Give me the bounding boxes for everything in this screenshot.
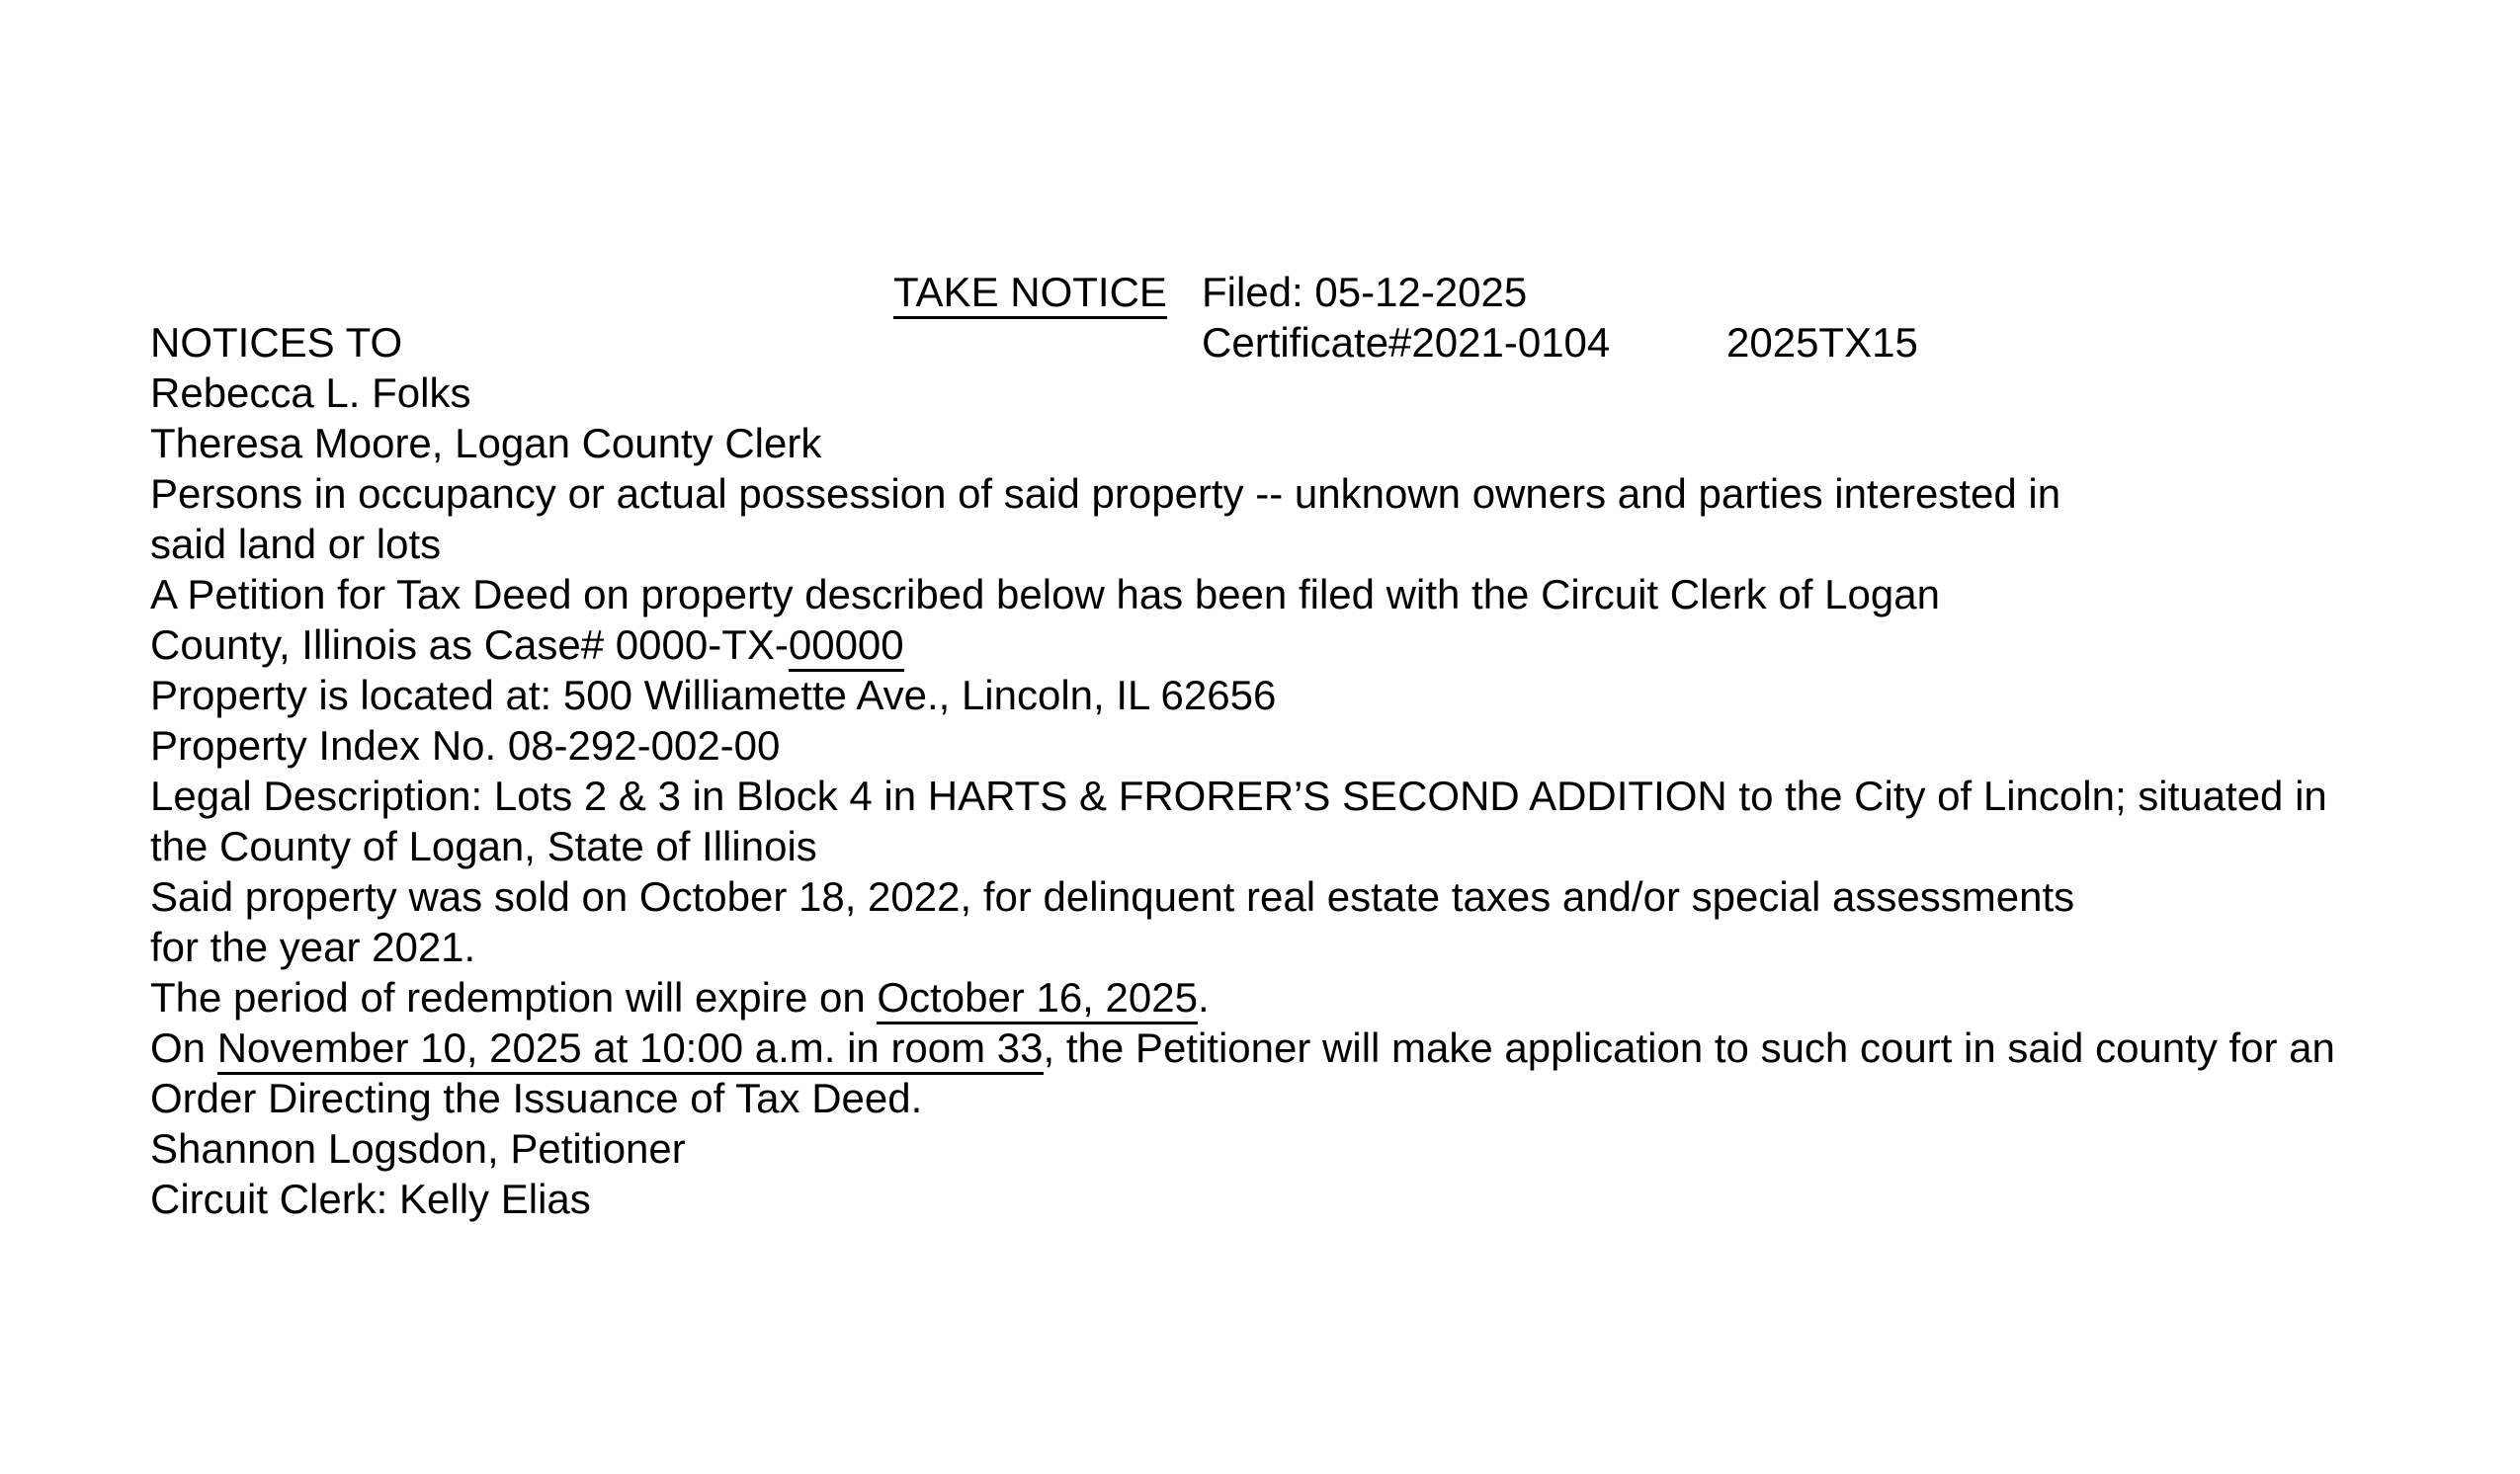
- case-number-prefix: County, Illinois as Case# 0000-TX-: [150, 621, 789, 668]
- legal-description-line-1: [150, 771, 2520, 821]
- legal-description-text-2: the County of Logan, State of Illinois: [150, 823, 817, 869]
- order-text: Order Directing the Issuance of Tax Deed.: [150, 1075, 923, 1121]
- occupants-line-2: [150, 519, 2520, 569]
- notices-to-line: [150, 317, 2520, 368]
- occupants-line-1: [150, 468, 2520, 519]
- redemption-suffix: .: [1197, 974, 1210, 1021]
- property-index-text: Property Index No. 08-292-002-00: [150, 722, 781, 769]
- sale-text-1: Said property was sold on October 18, 2022, for delinquent real estate taxes and/or special assessments: [150, 873, 2075, 920]
- header-line: [150, 267, 2520, 317]
- circuit-clerk-line: [150, 1174, 2520, 1224]
- recipient-line-1: [150, 368, 2520, 418]
- hearing-datetime-underlined: November 10, 2025 at 10:00 a.m. in room 33: [217, 1024, 1044, 1075]
- notice-text-block: [150, 267, 2520, 1224]
- petition-line-2: [150, 619, 2520, 670]
- petitioner-line: [150, 1123, 2520, 1174]
- petitioner-name: Shannon Logsdon, Petitioner: [150, 1125, 686, 1172]
- notices-to-label: NOTICES TO: [150, 319, 403, 366]
- hearing-suffix: , the Petitioner will make application to such court in said county for an: [1043, 1024, 2335, 1071]
- recipient-name-2: Theresa Moore, Logan County Clerk: [150, 420, 822, 466]
- property-location-line: [150, 670, 2520, 720]
- redemption-prefix: The period of redemption will expire on: [150, 974, 878, 1021]
- order-line: [150, 1073, 2520, 1123]
- circuit-clerk-name: Circuit Clerk: Kelly Elias: [150, 1176, 591, 1222]
- property-location-text: Property is located at: 500 Williamette Ave., Lincoln, IL 62656: [150, 672, 1277, 718]
- document-title: TAKE NOTICE: [893, 269, 1167, 319]
- recipient-name-1: Rebecca L. Folks: [150, 369, 471, 416]
- legal-description-text-1: Legal Description: Lots 2 & 3 in Block 4 in HARTS & FRORER’S SECOND ADDITION to the City of Lincoln; situated in: [150, 773, 2327, 819]
- recipient-line-2: [150, 418, 2520, 468]
- sale-line-2: [150, 922, 2520, 972]
- filed-date: Filed: 05-12-2025: [1202, 269, 1528, 315]
- occupants-text-2: said land or lots: [150, 521, 442, 567]
- redemption-date-underlined: October 16, 2025: [877, 974, 1198, 1024]
- certificate-number: Certificate#2021-0104: [1202, 319, 1611, 366]
- hearing-line: [150, 1023, 2520, 1073]
- property-index-line: [150, 720, 2520, 771]
- petition-text-1: A Petition for Tax Deed on property described below has been filed with the Circuit Clerk of Logan: [150, 571, 1940, 617]
- sale-text-2: for the year 2021.: [150, 924, 476, 970]
- hearing-prefix: On: [150, 1024, 217, 1071]
- petition-line-1: [150, 569, 2520, 619]
- redemption-line: [150, 972, 2520, 1023]
- occupants-text-1: Persons in occupancy or actual possession of said property -- unknown owners and parties interested in: [150, 470, 2061, 517]
- case-year-code: 2025TX15: [1726, 319, 1918, 366]
- legal-description-line-2: [150, 821, 2520, 871]
- sale-line-1: [150, 871, 2520, 922]
- case-number-underlined: 00000: [789, 621, 904, 672]
